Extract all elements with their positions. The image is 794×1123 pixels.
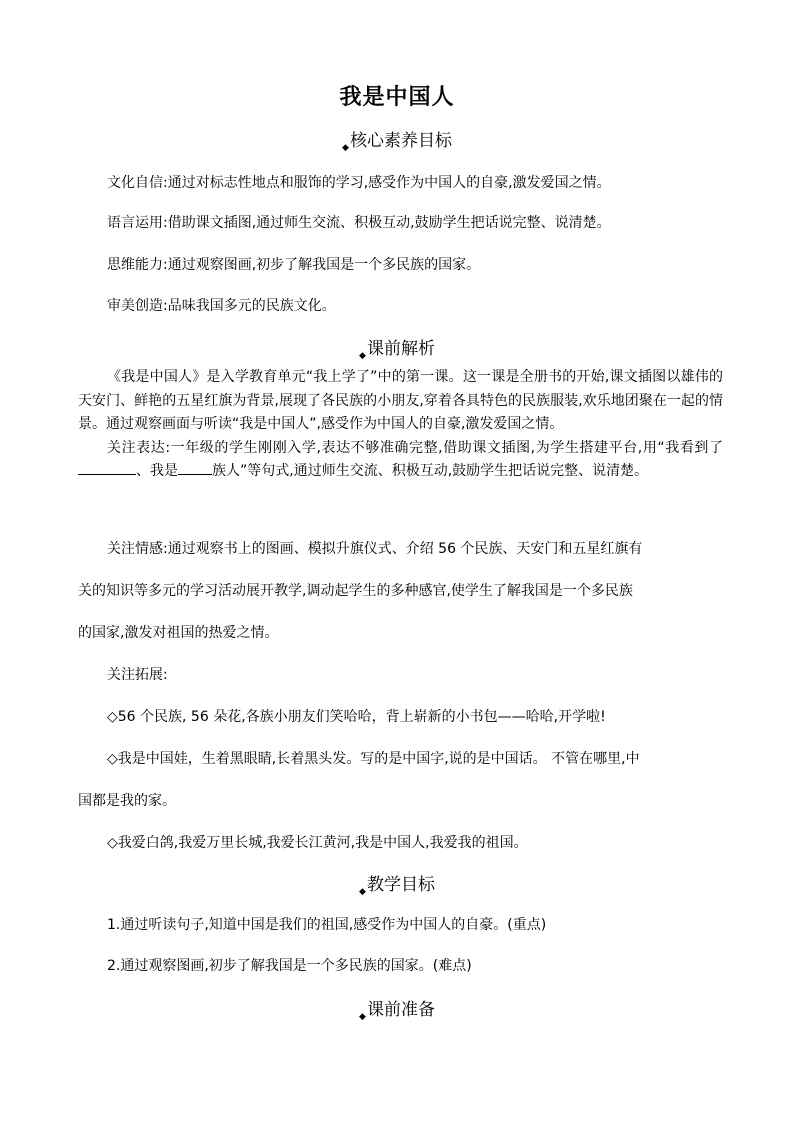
section-heading-goals: $_◆$核心素养目标	[342, 131, 452, 153]
section-heading-prep: $_◆$课前准备	[359, 1000, 435, 1022]
goal-thinking: 思维能力:通过观察图画,初步了解我国是一个多民族的国家。	[107, 257, 481, 273]
analysis-paragraphs	[78, 366, 723, 484]
goal-aesthetic: 审美创造:品味我国多元的民族文化。	[107, 298, 336, 314]
section-heading-analysis: $_◆$课前解析	[359, 339, 435, 361]
diamond-bullet-icon: ◆	[359, 887, 366, 897]
extension-item-1: ◇56 个民族, 56 朵花,各族小朋友们笑哈哈，背上崭新的小书包——哈哈,开学啦!	[107, 709, 606, 725]
teaching-goal-1: 1.通过听读句子,知道中国是我们的祖国,感受作为中国人的自豪。(重点)	[107, 917, 547, 933]
extension-item-2-cont: 国都是我的家。	[78, 793, 176, 809]
analysis-emotion-line1: 关注情感:通过观察书上的图画、模拟升旗仪式、介绍 56 个民族、天安门和五星红旗有	[107, 541, 643, 557]
goal-language: 语言运用:借助课文插图,通过师生交流、积极互动,鼓励学生把话说完整、说清楚。	[107, 215, 611, 231]
analysis-expression: 关注表达:一年级的学生刚刚入学,表达不够准确完整,借助课文插图,为学生搭建平台,用“我看到了、我是 族人”等句式,通过师生交流、积极互动,鼓励学生把话说完整、说清楚。	[78, 437, 723, 484]
analysis-intro: 《我是中国人》是入学教育单元“我上学了”中的第一课。这一课是全册书的开始,课文插图以雄伟的天安门、鲜艳的五星红旗为背景,展现了各民族的小朋友,穿着各具特色的民族服装,欢乐地团聚在一起的情景。通过观察画面与听读“我是中国人”,感受作为中国人的自豪,激发爱国之情。	[78, 369, 723, 432]
diamond-bullet-icon: ◆	[342, 143, 349, 153]
teaching-goal-2: 2.通过观察图画,初步了解我国是一个多民族的国家。(难点)	[107, 958, 472, 974]
fill-blank	[78, 460, 136, 475]
section-heading-teaching: $_◆$教学目标	[359, 875, 435, 897]
analysis-emotion-line2: 关的知识等多元的学习活动展开教学,调动起学生的多种感官,使学生了解我国是一个多民族	[78, 583, 633, 599]
fill-blank	[178, 460, 212, 475]
analysis-extension-label: 关注拓展:	[107, 667, 168, 683]
extension-item-3: ◇我爱白鸽,我爱万里长城,我爱长江黄河,我是中国人,我爱我的祖国。	[107, 835, 528, 851]
analysis-emotion-line3: 的国家,激发对祖国的热爱之情。	[78, 625, 279, 641]
diamond-bullet-icon: ◆	[359, 351, 366, 361]
goal-culture: 文化自信:通过对标志性地点和服饰的学习,感受作为中国人的自豪,激发爱国之情。	[107, 175, 611, 191]
extension-item-2: ◇我是中国娃，生着黑眼睛,长着黑头发。写的是中国字,说的是中国话。 不管在哪里,中	[107, 751, 640, 767]
diamond-bullet-icon: ◆	[359, 1012, 366, 1022]
page-title: 我是中国人	[339, 85, 455, 110]
